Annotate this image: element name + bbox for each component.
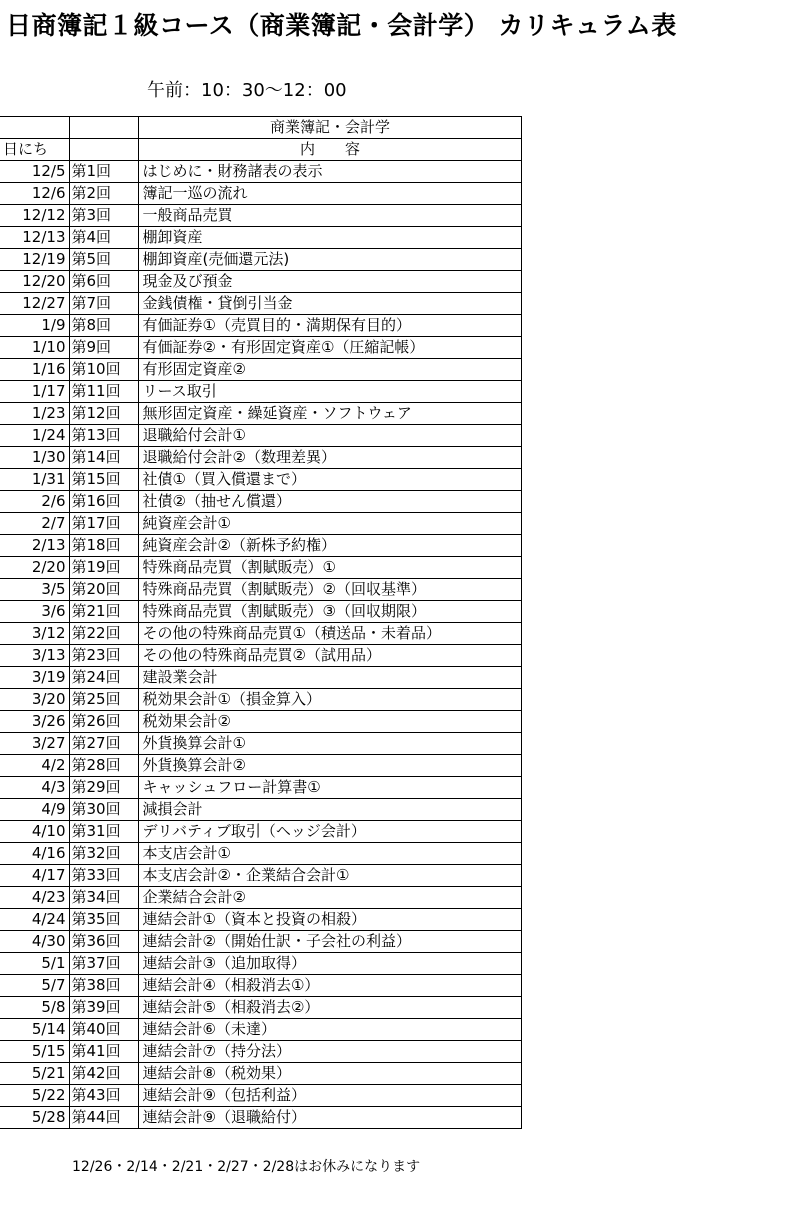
table-row — [0, 469, 521, 491]
lesson-content: 純資産会計① — [138, 513, 521, 535]
lesson-number: 第21回 — [69, 601, 138, 623]
lesson-number: 第19回 — [69, 557, 138, 579]
table-row — [0, 535, 521, 557]
lesson-content: 連結会計⑦（持分法） — [138, 1041, 521, 1063]
lesson-content: 建設業会計 — [138, 667, 521, 689]
lesson-date: 1/24 — [0, 425, 69, 447]
lesson-number: 第41回 — [69, 1041, 138, 1063]
lesson-content: 有価証券①（売買目的・満期保有目的） — [138, 315, 521, 337]
lesson-content: 連結会計⑥（未達） — [138, 1019, 521, 1041]
lesson-content: 連結会計④（相殺消去①） — [138, 975, 521, 997]
curriculum-body — [0, 117, 521, 1129]
lesson-date: 4/24 — [0, 909, 69, 931]
table-row — [0, 623, 521, 645]
lesson-number: 第44回 — [69, 1107, 138, 1129]
lesson-number: 第42回 — [69, 1063, 138, 1085]
lesson-date: 2/6 — [0, 491, 69, 513]
table-row — [0, 271, 521, 293]
lesson-content: 無形固定資産・繰延資産・ソフトウェア — [138, 403, 521, 425]
table-row — [0, 183, 521, 205]
lesson-number: 第9回 — [69, 337, 138, 359]
table-row — [0, 799, 521, 821]
lesson-content: 一般商品売買 — [138, 205, 521, 227]
lesson-date: 5/8 — [0, 997, 69, 1019]
table-row — [0, 359, 521, 381]
lesson-content: 特殊商品売買（割賦販売）① — [138, 557, 521, 579]
lesson-content: その他の特殊商品売買①（積送品・未着品） — [138, 623, 521, 645]
lesson-date: 3/26 — [0, 711, 69, 733]
header-blank-num — [69, 117, 138, 139]
lesson-content: 特殊商品売買（割賦販売）③（回収期限） — [138, 601, 521, 623]
lesson-number: 第2回 — [69, 183, 138, 205]
table-row — [0, 865, 521, 887]
subject-header: 商業簿記・会計学 — [138, 117, 521, 139]
lesson-date: 12/6 — [0, 183, 69, 205]
lesson-date: 4/9 — [0, 799, 69, 821]
table-row — [0, 689, 521, 711]
lesson-number: 第32回 — [69, 843, 138, 865]
lesson-date: 4/2 — [0, 755, 69, 777]
curriculum-table — [0, 116, 522, 1129]
lesson-number: 第5回 — [69, 249, 138, 271]
lesson-number: 第40回 — [69, 1019, 138, 1041]
lesson-number: 第1回 — [69, 161, 138, 183]
table-row — [0, 667, 521, 689]
lesson-content: 金銭債権・貸倒引当金 — [138, 293, 521, 315]
lesson-date: 1/16 — [0, 359, 69, 381]
lesson-content: デリバティブ取引（ヘッジ会計） — [138, 821, 521, 843]
lesson-date: 3/5 — [0, 579, 69, 601]
lesson-content: 棚卸資産 — [138, 227, 521, 249]
lesson-number: 第22回 — [69, 623, 138, 645]
lesson-number: 第36回 — [69, 931, 138, 953]
lesson-number: 第16回 — [69, 491, 138, 513]
lesson-date: 2/7 — [0, 513, 69, 535]
lesson-date: 5/7 — [0, 975, 69, 997]
lesson-date: 1/30 — [0, 447, 69, 469]
lesson-date: 1/17 — [0, 381, 69, 403]
lesson-number: 第20回 — [69, 579, 138, 601]
lesson-number: 第14回 — [69, 447, 138, 469]
table-row — [0, 513, 521, 535]
table-row — [0, 293, 521, 315]
lesson-date: 5/1 — [0, 953, 69, 975]
table-row — [0, 887, 521, 909]
lesson-content: 簿記一巡の流れ — [138, 183, 521, 205]
lesson-date: 4/16 — [0, 843, 69, 865]
lesson-date: 12/20 — [0, 271, 69, 293]
lesson-date: 5/15 — [0, 1041, 69, 1063]
lesson-date: 1/31 — [0, 469, 69, 491]
lesson-content: 退職給付会計① — [138, 425, 521, 447]
lesson-date: 4/10 — [0, 821, 69, 843]
lesson-content: 外貨換算会計① — [138, 733, 521, 755]
lesson-number: 第34回 — [69, 887, 138, 909]
table-row — [0, 161, 521, 183]
lesson-number: 第31回 — [69, 821, 138, 843]
lesson-date: 3/6 — [0, 601, 69, 623]
table-row — [0, 227, 521, 249]
lesson-date: 5/14 — [0, 1019, 69, 1041]
lesson-number: 第15回 — [69, 469, 138, 491]
table-row — [0, 931, 521, 953]
lesson-number: 第18回 — [69, 535, 138, 557]
lesson-date: 2/13 — [0, 535, 69, 557]
lesson-date: 1/23 — [0, 403, 69, 425]
header-blank-num-2 — [69, 139, 138, 161]
table-row — [0, 381, 521, 403]
lesson-date: 1/10 — [0, 337, 69, 359]
lesson-content: 連結会計⑧（税効果） — [138, 1063, 521, 1085]
lesson-number: 第6回 — [69, 271, 138, 293]
table-row — [0, 645, 521, 667]
lesson-number: 第25回 — [69, 689, 138, 711]
table-row — [0, 953, 521, 975]
lesson-date: 3/12 — [0, 623, 69, 645]
lesson-number: 第39回 — [69, 997, 138, 1019]
lesson-content: 有形固定資産② — [138, 359, 521, 381]
lesson-date: 12/12 — [0, 205, 69, 227]
table-row — [0, 447, 521, 469]
lesson-date: 12/5 — [0, 161, 69, 183]
lesson-content: 外貨換算会計② — [138, 755, 521, 777]
lesson-date: 2/20 — [0, 557, 69, 579]
lesson-date: 4/23 — [0, 887, 69, 909]
lesson-content: 連結会計⑨（退職給付） — [138, 1107, 521, 1129]
lesson-content: 特殊商品売買（割賦販売）②（回収基準） — [138, 579, 521, 601]
lesson-date: 5/28 — [0, 1107, 69, 1129]
header-row-subject — [0, 117, 521, 139]
lesson-content: 社債②（抽せん償還） — [138, 491, 521, 513]
lesson-number: 第23回 — [69, 645, 138, 667]
table-row — [0, 777, 521, 799]
lesson-content: 企業結合会計② — [138, 887, 521, 909]
lesson-content: 純資産会計②（新株予約権） — [138, 535, 521, 557]
table-row — [0, 711, 521, 733]
lesson-number: 第13回 — [69, 425, 138, 447]
header-row-columns — [0, 139, 521, 161]
lesson-number: 第30回 — [69, 799, 138, 821]
lesson-content: 減損会計 — [138, 799, 521, 821]
lesson-date: 4/30 — [0, 931, 69, 953]
lesson-content: 有価証券②・有形固定資産①（圧縮記帳） — [138, 337, 521, 359]
table-row — [0, 1085, 521, 1107]
table-row — [0, 425, 521, 447]
lesson-content: 退職給付会計②（数理差異） — [138, 447, 521, 469]
lesson-content: その他の特殊商品売買②（試用品） — [138, 645, 521, 667]
lesson-date: 3/13 — [0, 645, 69, 667]
lesson-number: 第26回 — [69, 711, 138, 733]
date-header: 日にち — [0, 139, 69, 161]
lesson-number: 第4回 — [69, 227, 138, 249]
lesson-content: 連結会計⑨（包括利益） — [138, 1085, 521, 1107]
header-blank-date — [0, 117, 69, 139]
lesson-content: 税効果会計①（損金算入） — [138, 689, 521, 711]
lesson-content: 本支店会計②・企業結合会計① — [138, 865, 521, 887]
lesson-date: 3/27 — [0, 733, 69, 755]
lesson-date: 12/13 — [0, 227, 69, 249]
table-row — [0, 601, 521, 623]
lesson-date: 4/3 — [0, 777, 69, 799]
table-row — [0, 205, 521, 227]
table-row — [0, 755, 521, 777]
lesson-number: 第11回 — [69, 381, 138, 403]
table-row — [0, 249, 521, 271]
lesson-number: 第17回 — [69, 513, 138, 535]
page-title: 日商簿記１級コース（商業簿記・会計学） カリキュラム表 — [6, 11, 677, 40]
lesson-content: 社債①（買入償還まで） — [138, 469, 521, 491]
table-row — [0, 997, 521, 1019]
lesson-date: 5/21 — [0, 1063, 69, 1085]
table-row — [0, 579, 521, 601]
lesson-number: 第38回 — [69, 975, 138, 997]
lesson-number: 第7回 — [69, 293, 138, 315]
table-row — [0, 975, 521, 997]
lesson-number: 第43回 — [69, 1085, 138, 1107]
lesson-number: 第29回 — [69, 777, 138, 799]
lesson-date: 1/9 — [0, 315, 69, 337]
lesson-content: 本支店会計① — [138, 843, 521, 865]
lesson-number: 第35回 — [69, 909, 138, 931]
lesson-content: 連結会計②（開始仕訳・子会社の利益） — [138, 931, 521, 953]
lesson-content: はじめに・財務諸表の表示 — [138, 161, 521, 183]
lesson-date: 3/19 — [0, 667, 69, 689]
lesson-number: 第12回 — [69, 403, 138, 425]
lesson-content: キャッシュフロー計算書① — [138, 777, 521, 799]
lesson-date: 12/19 — [0, 249, 69, 271]
lesson-date: 12/27 — [0, 293, 69, 315]
lesson-content: 連結会計⑤（相殺消去②） — [138, 997, 521, 1019]
table-row — [0, 1063, 521, 1085]
table-row — [0, 557, 521, 579]
lesson-date: 5/22 — [0, 1085, 69, 1107]
table-row — [0, 1019, 521, 1041]
lesson-number: 第3回 — [69, 205, 138, 227]
table-row — [0, 491, 521, 513]
lesson-date: 4/17 — [0, 865, 69, 887]
lesson-date: 3/20 — [0, 689, 69, 711]
lesson-number: 第28回 — [69, 755, 138, 777]
lesson-content: 連結会計③（追加取得） — [138, 953, 521, 975]
table-row — [0, 1041, 521, 1063]
lesson-number: 第33回 — [69, 865, 138, 887]
table-row — [0, 403, 521, 425]
lesson-number: 第24回 — [69, 667, 138, 689]
lesson-content: 税効果会計② — [138, 711, 521, 733]
class-time: 午前：10：30〜12：00 — [147, 80, 347, 101]
lesson-content: 棚卸資産(売価還元法) — [138, 249, 521, 271]
lesson-number: 第8回 — [69, 315, 138, 337]
table-row — [0, 1107, 521, 1129]
lesson-number: 第27回 — [69, 733, 138, 755]
lesson-content: 連結会計①（資本と投資の相殺） — [138, 909, 521, 931]
table-row — [0, 821, 521, 843]
table-row — [0, 843, 521, 865]
holiday-note: 12/26・2/14・2/21・2/27・2/28はお休みになります — [72, 1159, 421, 1175]
table-row — [0, 909, 521, 931]
lesson-number: 第37回 — [69, 953, 138, 975]
lesson-number: 第10回 — [69, 359, 138, 381]
content-header: 内 容 — [138, 139, 521, 161]
table-row — [0, 733, 521, 755]
lesson-content: 現金及び預金 — [138, 271, 521, 293]
table-row — [0, 315, 521, 337]
lesson-content: リース取引 — [138, 381, 521, 403]
table-row — [0, 337, 521, 359]
